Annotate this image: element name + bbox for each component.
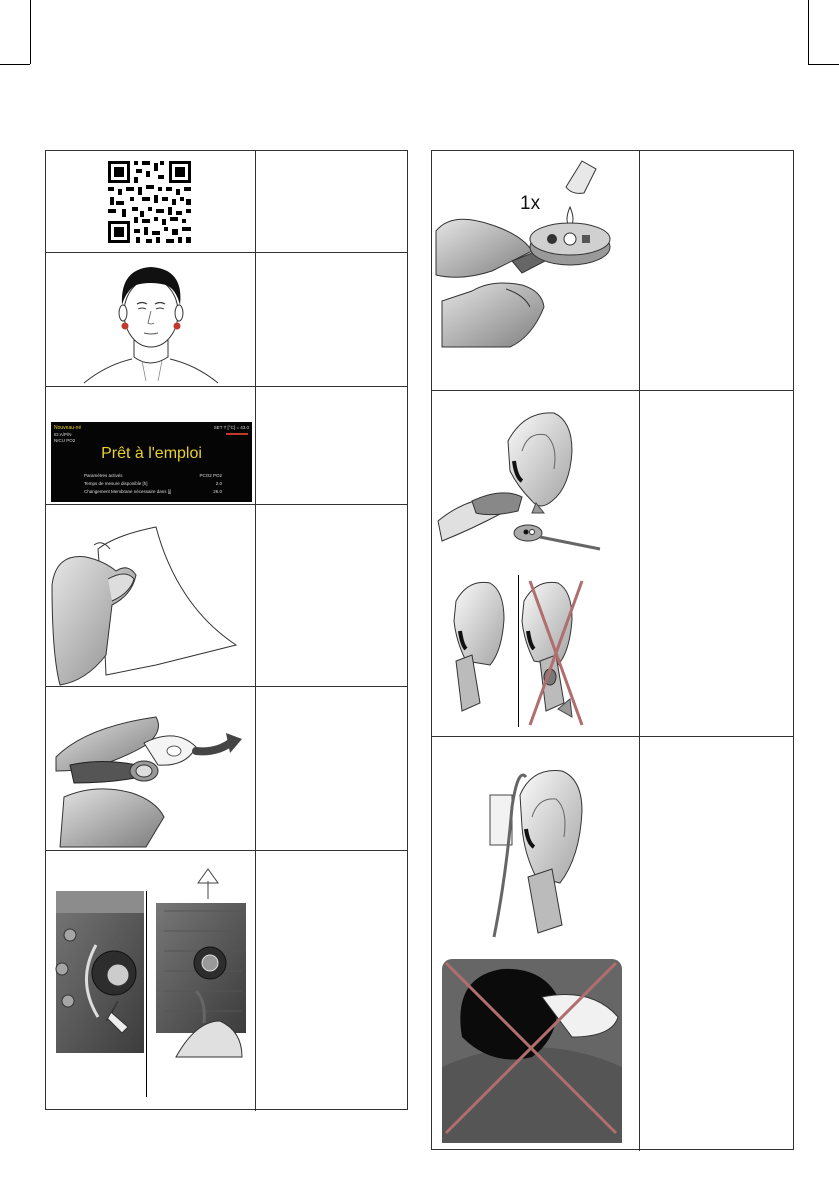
text-cell — [640, 151, 793, 390]
sensor-docking-station-icon — [46, 851, 256, 1111]
screen-param-label: Paramètres activés — [84, 473, 123, 478]
text-cell — [256, 253, 407, 386]
crop-mark — [808, 64, 839, 65]
instruction-row-peel — [46, 687, 407, 851]
screen-nicu-label: NICU PO2 — [54, 438, 76, 443]
instruction-row-face — [46, 253, 407, 387]
image-cell — [46, 687, 256, 850]
text-cell — [256, 687, 407, 850]
text-cell — [256, 387, 407, 504]
gel-count-label: 1x — [520, 193, 541, 214]
face-with-ear-sensor-icon — [46, 253, 256, 386]
instruction-row-ear-fixation — [432, 737, 793, 1151]
monitor-screen — [51, 422, 252, 502]
image-cell — [46, 253, 256, 386]
screen-headline: Prêt à l'emploi — [101, 445, 202, 462]
text-cell — [256, 851, 407, 1111]
image-cell — [46, 387, 256, 504]
crop-mark — [808, 0, 809, 64]
image-cell — [46, 505, 256, 686]
image-cell — [432, 737, 640, 1151]
screen-mode-label: Nouveau-né — [54, 425, 82, 431]
screen-param-value: 26.0 — [213, 489, 222, 494]
screen-id-label: ID:A/P/N — [54, 432, 72, 437]
text-cell — [256, 505, 407, 686]
text-cell — [640, 391, 793, 736]
image-cell — [46, 851, 256, 1111]
instruction-row-ear-attach — [432, 391, 793, 737]
image-cell — [432, 391, 640, 736]
left-instruction-table — [45, 150, 408, 1110]
ear-clip-attach-icon — [432, 391, 640, 736]
text-cell — [256, 151, 407, 252]
text-cell — [640, 737, 793, 1151]
wipe-tissue-icon — [46, 505, 256, 686]
instruction-row-gel — [432, 151, 793, 391]
contact-gel-drop-icon — [432, 151, 640, 390]
ear-cable-fixation-icon — [432, 737, 640, 1151]
instruction-row-wipe — [46, 505, 407, 687]
image-cell — [432, 151, 640, 390]
crop-mark — [0, 64, 30, 65]
screen-param-value: PCO2 PO2 — [199, 473, 222, 478]
image-cell — [46, 151, 256, 252]
instruction-row-monitor — [46, 387, 407, 505]
screen-param-label: Changement Membrane nécessaire dans [j] — [84, 489, 172, 494]
instruction-row-docking — [46, 851, 407, 1111]
screen-param-label: Temps de mesure disponible [h] — [84, 481, 148, 486]
peel-adhesive-ring-icon — [46, 687, 256, 850]
qr-code-icon — [46, 151, 256, 252]
instruction-row-qr — [46, 151, 407, 253]
screen-set-temp: SET T [°C] = 43.0 — [213, 425, 249, 430]
crop-mark — [30, 0, 31, 64]
screen-indicator-icon — [226, 433, 248, 435]
screen-param-value: 2.0 — [215, 481, 222, 486]
right-instruction-table — [431, 150, 794, 1150]
